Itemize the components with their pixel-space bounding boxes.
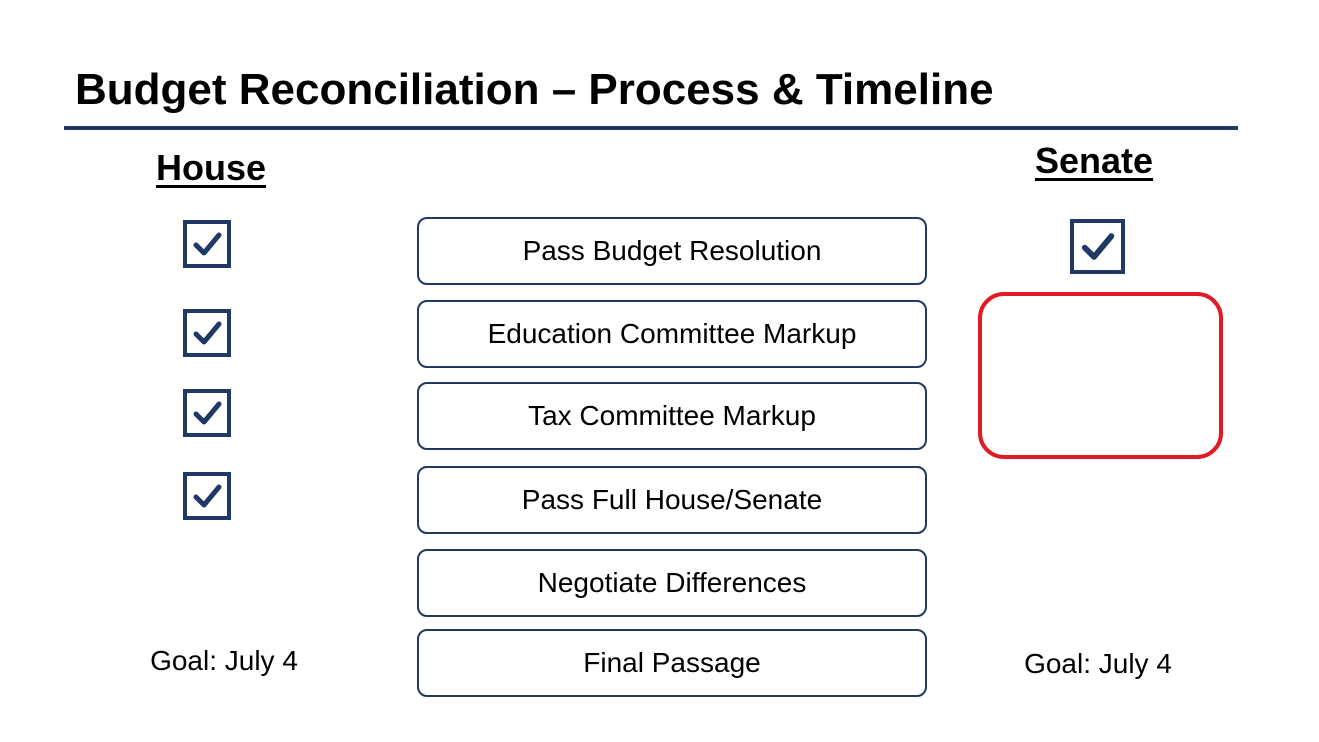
step-education-committee-markup [417, 300, 927, 368]
page-title: Budget Reconciliation – Process & Timeline [75, 65, 994, 114]
senate-goal: Goal: July 4 [1024, 648, 1172, 679]
check-icon [1079, 228, 1116, 265]
step-label: Pass Full House/Senate [521, 484, 823, 515]
step-pass-budget-resolution [417, 217, 927, 285]
check-icon [191, 397, 223, 429]
title-divider [64, 126, 1238, 130]
house-step-2-checkbox [183, 309, 231, 357]
check-icon [191, 317, 223, 349]
check-icon [191, 480, 223, 512]
step-label: Final Passage [583, 647, 761, 678]
senate-step-1-checkbox [1070, 219, 1125, 274]
house-goal: Goal: July 4 [150, 645, 298, 676]
step-label: Tax Committee Markup [528, 400, 816, 431]
senate-heading: Senate [1034, 140, 1154, 181]
step-label: Pass Budget Resolution [522, 235, 822, 266]
house-heading: House [155, 147, 267, 188]
check-icon [191, 228, 223, 260]
house-step-1-checkbox [183, 220, 231, 268]
step-tax-committee-markup [417, 382, 927, 450]
house-step-4-checkbox [183, 472, 231, 520]
step-negotiate-differences [417, 549, 927, 617]
step-final-passage [417, 629, 927, 697]
house-step-3-checkbox [183, 389, 231, 437]
step-label: Negotiate Differences [537, 567, 807, 598]
step-pass-full-house-senate [417, 466, 927, 534]
senate-current-stage-highlight [978, 292, 1223, 459]
step-label: Education Committee Markup [487, 318, 857, 349]
